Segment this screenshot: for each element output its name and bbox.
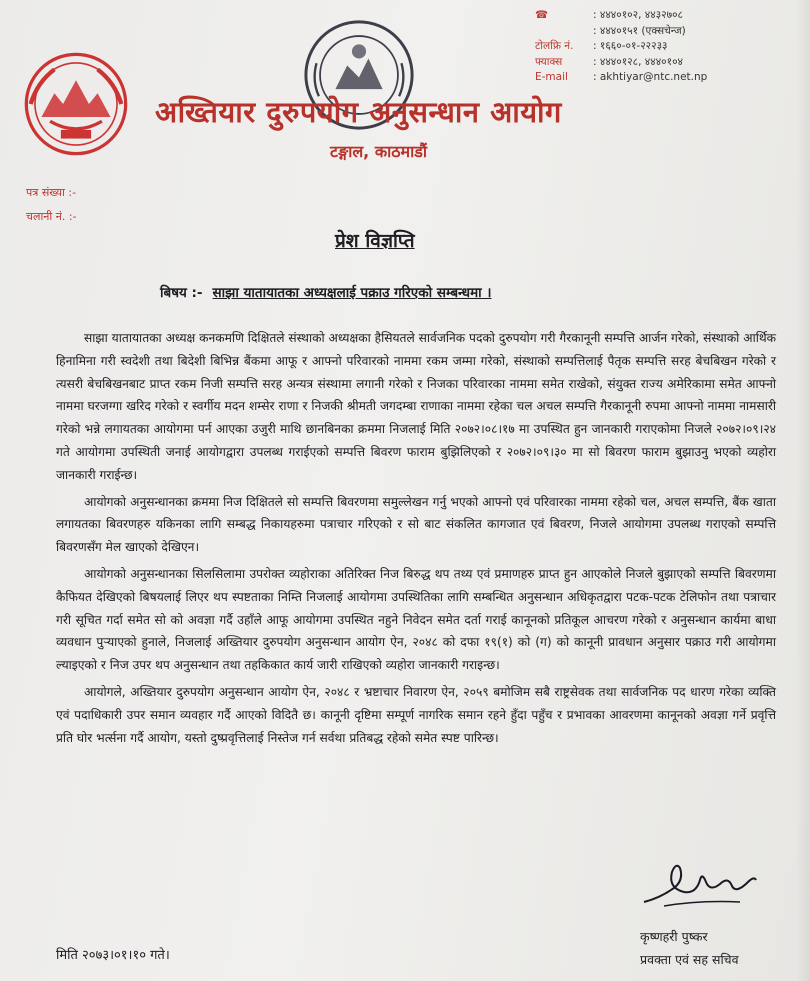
subject-label: बिषय :- — [160, 285, 203, 301]
paragraph: आयोगले, अख्तियार दुरुपयोग अनुसन्धान आयोग ऐन, २०४८ र भ्रष्टाचार निवारण ऐन, २०५९ बमोजिम सबै राष्ट्रसेवक तथा सार्वजनिक पद धारण गरेका व्यक्ति एवं पदाधिकारी उपर समान व्यवहार गर्दै आएको विदितै छ। कानूनी दृष्टिमा सम्पूर्ण नागरिक समान रहने हुँदा पहुँच र प्रभावका आवरणमा कानूनको अवज्ञा गर्ने प्रवृत्ति प्रति घोर भर्त्सना गर्दै आयोग, यस्तो दुष्प्रवृत्तिलाई निस्तेज गर्न सर्वथा प्रतिबद्ध रहेको समेत स्पष्ट पारिन्छ। — [56, 684, 776, 745]
press-release-heading: प्रेश विज्ञप्ति — [335, 230, 415, 252]
signatory-block — [640, 925, 739, 971]
commission-title: अख्तियार दुरुपयोग अनुसन्धान आयोग — [155, 95, 562, 129]
contact-block: ☎ : ४४४०१०२, ४४३२७०८ : ४४४०१५१ (एक्सचेन्ज) टोलफ्रि नं. : १६६०-०१-२२२३३ फ्याक्स : ४४४०१२८, ४४४०१०४ E-mail : akhtiyar@ntc.net.np — [535, 9, 708, 83]
subject-text: साझा यातायातका अध्यक्षलाई पक्राउ गरिएको सम्बन्धमा । — [212, 285, 492, 301]
signature — [640, 858, 760, 914]
release-date: मिति २०७३।०१।१० गते। — [56, 948, 170, 963]
reference-block — [26, 181, 77, 229]
paragraph: आयोगको अनुसन्धानका सिलसिलामा उपरोक्त व्यहोराका अतिरिक्त निज बिरुद्ध थप तथ्य एवं प्रमाणहरु प्राप्त हुन आएकोले निजले बुझाएको सम्पत्ति बिवरणमा कैफियत देखिएको बिषयलाई लिएर थप स्पष्टताका निम्ति निजलाई आयोगमा उपस्थितिका लागि सम्बन्धित अनुसन्धान अधिकृतद्वारा पटक-पटक टेलिफोन तथा पत्राचार गरी सूचित गर्दा समेत सो को अवज्ञा गर्दै उहाँले आफू आयोगमा उपस्थित नहुने निवेदन समेत दर्ता गराई कानूनको प्रतिकूल आचरण गरेको र अनुसन्धान कार्यमा बाधा व्यवधान पुर्‍याएको हुनाले, निजलाई अख्तियार दुरुपयोग अनुसन्धान आयोग ऐन, २०४८ को दफा १९(१) को (ग) को कानूनी प्रावधान अनुसार पक्राउ गरी आयोगमा ल्याइएको र निज उपर थप अनुसन्धान तथा तहकिकात कार्य जारी राखिएको व्यहोरा जानकारी गराइन्छ। — [56, 566, 776, 673]
paragraph: साझा यातायातका अध्यक्ष कनकमणि दिक्षितले संस्थाको अध्यक्षका हैसियतले सार्वजनिक पदको दुरुपयोग गरी गैरकानूनी सम्पत्ति आर्जन गरेको, संस्थाको आर्थिक हिनामिना गरी स्वदेशी तथा बिदेशी बिभिन्न बैंकमा आफू र आफ्नो परिवारको नाममा रकम जम्मा गरेको, संस्थाको सम्पत्तिलाई पैतृक सम्पत्ति सरह बेचबिखन गरेको र त्यसरी बेचबिखनबाट प्राप्त रकम निजी सम्पत्ति सरह अन्यत्र संस्थामा लगानी गरेको र निजका परिवारका नाममा समेत राखेको, संयुक्त राज्य अमेरिकामा समेत आफ्नो नाममा घरजग्गा खरिद गरेको र स्वर्गीय मदन शम्सेर राणा र निजकी श्रीमती जगदम्बा राणाका नाममा रहेका चल अचल सम्पत्ति गैरकानूनी रुपमा आफ्नो नाममा नामसारी गरेको भन्ने लगायतका आयोगमा पर्न आएका उजुरी माथि छानबिनका क्रममा निजलाई मिति २०७२।०८।१७ मा उपस्थित हुन जानकारी गराएकोमा निजले २०७२।०९।२४ गते आयोगमा उपस्थिती जनाई आयोगद्वारा उपलब्ध गराईएको सम्पत्ति बिवरण फाराम बुझिलिएको र २०७२।०९।३० मा सो बिवरण फाराम बुझाउनु भएको व्यहोरा जानकारी गराईन्छ। — [56, 331, 776, 482]
subject-line — [160, 283, 491, 301]
telephone-icon: ☎ — [535, 9, 549, 21]
dispatch-number-label: चलानी नं. :- — [26, 210, 77, 223]
government-emblem — [22, 50, 130, 158]
commission-location: टङ्गाल, काठमाडौं — [330, 142, 427, 161]
body-text — [56, 327, 776, 753]
signatory-name: कृष्णहरी पुष्कर — [640, 929, 708, 944]
letter-number-label: पत्र संख्या :- — [26, 186, 77, 199]
signatory-title: प्रवक्ता एवं सह सचिव — [640, 952, 739, 967]
paragraph: आयोगको अनुसन्धानका क्रममा निज दिक्षितले सो सम्पत्ति बिवरणमा समुल्लेखन गर्नु भएको आफ्नो एवं परिवारका नाममा रहेको चल, अचल सम्पत्ति, बैंक खाता लगायतका बिवरणहरु यकिनका लागि सम्बद्ध निकायहरुमा पत्राचार गरिएको र सो बाट संकलित कागजात एवं बिवरण, निजले आयोगमा उपलब्ध गराएको सम्पत्ति बिवरणसँग मेल खाएको देखिएन। — [56, 494, 776, 555]
page-edge — [796, 0, 810, 981]
